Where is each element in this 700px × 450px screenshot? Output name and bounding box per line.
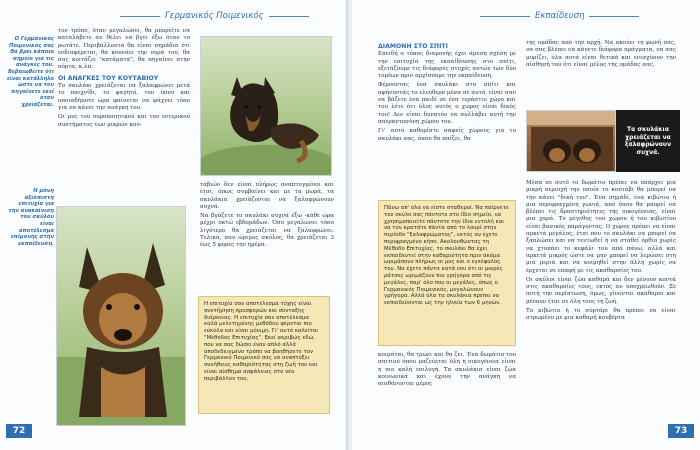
- puppy-photo-top: [200, 36, 332, 176]
- page-number-right: 73: [668, 424, 694, 438]
- header-rule: [120, 16, 160, 17]
- puppy-photo-bottom: [56, 206, 186, 426]
- section-heading: ΔΙΑΜΟΝΗ ΣΤΟ ΣΠΙΤΙ: [378, 43, 448, 50]
- right-column-1-continued: [378, 352, 516, 390]
- paragraph: τον τρόπο, όταν μεγαλώσει, θα μπορείτε να καταλάβετε αν θέλει να βγει έξω όταν το ρωτάτε. Περιβάλλοντα θα είναι σημάδια ότι ενδιαφέρεται, θα κουνάει την ουρά του, θα σας κοιτάζει "κατάματα", θα πηγαίνει στην πόρτα, κ.λπ.: [58, 28, 190, 71]
- paragraph: κοιμάται, θα τρώει και θα ζει. Ένα δωμάτιο του σπιτιού όπου μαζεύεται όλη η οικογένεια είναι η πιο καλή επιλογή. Τα σκυλάκια είναι ζώα κοινωνικά και έχουν την ανάγκη να αισθάνονται μέρος: [378, 352, 516, 388]
- left-page: [0, 0, 348, 450]
- paragraph: Να βγάζετε το σκυλάκι συχνά έξω -κάθε ώρα μέχρι οκτώ εβδομάδων. Όσο μεγαλώνει τόσο λιγότερο θα χρειάζεται να ξαλαφρώνει. Τελικά, σαν ώριμος σκύλος, θα χρειάζεται 3 έως 5 φορές την ημέρα.: [200, 213, 334, 249]
- page-number-left: 72: [6, 424, 32, 438]
- side-note-1: Ο Γερμανικός Ποιμενικός σας θα βρει κάποιο σημείο για τις ανάγκες του. Βεβαιωθείτε ότι είναι κατάλληλο ώστε να τον πηγαίνετε εκεί όταν χρειάζεται.: [6, 36, 54, 108]
- paragraph: Μέσα σε αυτό το δωμάτιο πρέπει να υπάρχει μια μικρή περιοχή την οποία το κουτάβι θα μπορεί να την κάνει "δική του". Ένα σημάδι, ένα κιβώτιο ή μια περιφραγμένη γωνιά, από όπου θα μπορεί να βλέπει τις δραστηριότητες της οικογένειας, είναι μια χαρά. Το μέγεθος του χώρου ή του κιβωτίου είναι βασικός παράγοντας. Ο χώρος πρέπει να είναι αρκετά μεγάλος, έτσι που το σκυλάκι να μπορεί να ξαπλώσει και να τεντωθεί ή να σταθεί όρθιο χωρίς να χτυπάει το κεφάλι του από πάνω, αλλά και αρκετά μικρός ώστε να μην μπορεί να λερώσει στη μια μεριά και να κοιμηθεί στην άλλη χωρίς να έρχεται σε επαφή με τις ακαθαρσίες του.: [526, 180, 676, 274]
- right-page-header: [480, 9, 639, 23]
- paragraph: ταβιών δεν είναι πλήρως αναπτυγμένοι και έτσι, όπως συμβαίνει και με τα μωρά, τα σκυλάκια χρειάζονται να ξαλαφρώνουν συχνά.: [200, 182, 334, 210]
- header-rule: [589, 16, 639, 17]
- paragraph: Επειδή ο τόπος διαμονής έχει άμεση σχέση με την επιτυχία της εκπαίδευσης στο σπίτι, εξετάζουμε τις διάφορες πτυχές αυτών των δύο τομέων πριν αρχίσουμε την εκπαίδευση.: [378, 51, 516, 80]
- puppy-illustration: [201, 37, 332, 176]
- header-rule: [480, 16, 530, 17]
- puppies-illustration: [527, 111, 616, 172]
- puppies-in-crate-photo: [526, 110, 616, 172]
- right-column-2: [526, 40, 676, 71]
- left-header-title: Γερμανικός Ποιμενικός: [165, 11, 264, 21]
- left-tip-box: Η επιτυχία σαν αποτέλεσμα τύχης είναι συντήρηση προσφορών και σύνταξης διάρκειας. Η επιτυχία σαν αποτέλεσμα καλά μελετημένης μεθόδου φέρεται πιο εύκολα και είναι μόνιμη. Γι' αυτό καλείται "Μέθοδος Επιτυχίας". Εκεί ακριβώς εδώ, που να σας δώσει έναν απλό αλλά αποδεδειγμένο τρόπο να βοηθήσετε τον Γερμανικό Ποιμενικό σας να αναπτύξει συνήθειες καθαριότητας στη ζωή του και είναι αίσθημα ασφάλειας στο νέο περιβάλλον του.: [198, 296, 330, 414]
- right-tip-box: Πάνω απ' όλα να είστε σταθεροί. Να παίρνετε τον σκύλο σας πάντοτε στο ίδιο σημείο, να χρησιμοποιείτε πάντοτε την ίδια εντολή και να τον κρατάτε πάντα από το λουρί στην περίοδο "ξαλαφρώματος", εκτός αν έχετε περιφραγμένο κήπο. Ακολουθώντας τη Μέθοδο Επιτυχίας, το σκυλάκι θα έχει εκπαιδευτεί στην καθαριότητα πριν ακόμα ωριμάσουν πλήρως οι μυς και ο εγκέφαλός του. Να έχετε πάντα κατά νου ότι οι μικρές ράτσες ωριμάζουν πιο γρήγορα από τις μεγάλες, παρ' όλο που οι μεγάλες, όπως ο Γερμανικός Ποιμενικός, μεγαλώνουν γρήγορα. Αλλά όλα τα σκυλάκια πρέπει να εκπαιδεύονται ως την ηλικία των 6 μηνών.: [378, 200, 516, 346]
- paragraph: Το κιβώτιο ή το σύρτάρι θα πρέπει να είναι στρωμένο με μια καθαρή κουβέρτα: [526, 308, 676, 322]
- paragraph: Οι σκύλοι είναι ζώα καθαρά και δεν μένουν κοντά στις ακαθαρσίες τους, εκτός αν υποχρεωθούν. Σε αυτή την περίπτωση, όμως, γίνονται ακάθαροι και μένουν έτσι σε όλη τους τη ζωή.: [526, 276, 676, 305]
- left-column-2: [200, 182, 334, 252]
- paragraph: Γι' αυτό καθορίστε σαφείς χώρους για το σκυλάκι σας, όπου θα παίζει, θα: [378, 128, 516, 142]
- paragraph: της ομάδας από την αρχή. Να ακούει τη φωνή σας, να σας βλέπει να κάνετε διάφορα πράγματα, να σας μυρίζει, όλα αυτά είναι θετικά και ενισχύουν την αίσθησή του ότι είναι μέλος της ομάδας σας.: [526, 40, 676, 68]
- paragraph: Φέρνοντας ένα σκυλάκι στο σπίτι και αφήνοντάς το ελεύθερο μέσα σε αυτό, είναι σαν να βάζετε ένα παιδί σε ένα τεράστιο χώρο και του λέτε ότι όλος αυτός ο χώρος είναι δικός του! Δεν είναι δυνατόν να συλλάβει αυτή την απεραντοσύνη χώρου του.: [378, 82, 516, 125]
- left-page-header: [120, 9, 309, 23]
- right-column-1: [378, 40, 516, 145]
- right-page: [352, 0, 700, 450]
- right-column-2-body: [526, 180, 676, 325]
- section-heading: ΟΙ ΑΝΑΓΚΕΣ ΤΟΥ ΚΟΥΤΑΒΙΟΥ: [58, 74, 159, 82]
- puppy-illustration: [57, 207, 186, 426]
- paragraph: Το σκυλάκι χρειάζεται να ξαλαφρώνει μετά το παιχνίδι, το φαγητό, τον ύπνο και οποιαδήποτε ώρα φαίνεται να ψάχνει τόπο για να κάνει την ανάγκη του.: [58, 83, 190, 111]
- header-rule: [269, 16, 309, 17]
- right-header-title: Εκπαίδευση: [535, 11, 585, 21]
- side-note-2: Η μόνη αξιόπιστη επιτυχία για την ανακαίνιση του σκύλου είναι αποτέλεσμα επίμονης στην εκπαίδευση.: [8, 188, 54, 247]
- paragraph: Οι μυς του ουροποιητικού και του εντερικού συστήματος των μικρών κου-: [58, 114, 190, 128]
- left-column-1: [58, 28, 190, 131]
- photo-caption: Τα σκυλάκια χρειάζεται να ξαλαφρώνουν συχνά.: [616, 110, 680, 172]
